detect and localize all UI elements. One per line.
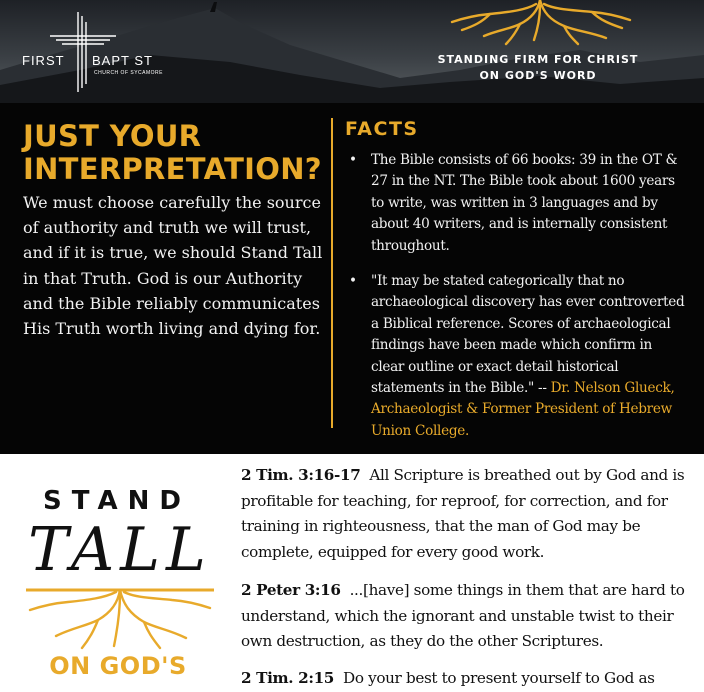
roots-icon [440, 0, 640, 46]
tall-script [20, 508, 220, 588]
column-divider [331, 118, 333, 428]
headline-line-2: INTERPRETATION? [23, 152, 322, 186]
fact-text: "It may be stated categorically that no archaeological discovery has ever controverted a Biblical reference. Scores of archaeological findings have been made which confirm in clear outline or exact detail historical statements in the Bible." -- [371, 273, 685, 397]
verse-reference: 2 Tim. 3:16-17 [241, 466, 361, 484]
logo-baptist: BAPT ST [92, 53, 153, 68]
fact-item [349, 150, 687, 257]
logo-first: FIRST [22, 53, 65, 68]
tall-word: TALL [28, 515, 212, 585]
roots-icon [20, 582, 220, 652]
fact-item [349, 271, 687, 442]
verse-text: Do your best to present yourself to God as [343, 669, 655, 687]
verse-block [241, 666, 691, 692]
bullet-icon: • [349, 273, 357, 290]
verse-reference: 2 Tim. 2:15 [241, 669, 335, 687]
verse-reference: 2 Peter 3:16 [241, 581, 341, 599]
fact-citation: Dr. Nelson Glueck, Archaeologist & Former President of Hebrew Union College. [371, 380, 675, 439]
verse-block [241, 578, 691, 655]
verse-text: ...[have] some things in them that are hard to understand, which the ignorant and unstable twist to their own destruction, as they do the other Scriptures. [241, 581, 685, 650]
verse-text: All Scripture is breathed out by God and is profitable for teaching, for reproof, for correction, and for training in righteousness, that the man of God may be complete, equipped for every good work. [241, 466, 685, 561]
church-cross-logo-icon [20, 10, 160, 94]
tagline-line-1: STANDING FIRM FOR CHRIST [437, 53, 639, 66]
header-banner [0, 0, 704, 103]
facts-list [349, 150, 687, 456]
tagline [420, 52, 656, 84]
facts-title: FACTS [345, 118, 419, 140]
verse-block [241, 463, 691, 565]
bullet-icon: • [349, 152, 357, 168]
stand-word: STAND [43, 486, 191, 516]
interpretation-body: We must choose carefully the source of authority and truth we will trust, and if it is true, we should Stand Tall in that Truth. God is our Authority and the Bible reliably communicates His Truth worth living and dying for. [23, 193, 323, 339]
fact-text: The Bible consists of 66 books: 39 in the OT & 27 in the NT. The Bible took about 1600 years to write, was written in 3 languages and by about 40 writers, and is internally consistent throughout. [371, 152, 678, 254]
interpretation-headline [23, 120, 322, 186]
logo-subtitle: CHURCH OF SYCAMORE [94, 70, 164, 76]
tagline-line-2: ON GOD'S WORD [479, 69, 597, 82]
headline-line-1: JUST YOUR [23, 119, 202, 153]
on-gods-word: ON GOD'S [49, 652, 187, 680]
